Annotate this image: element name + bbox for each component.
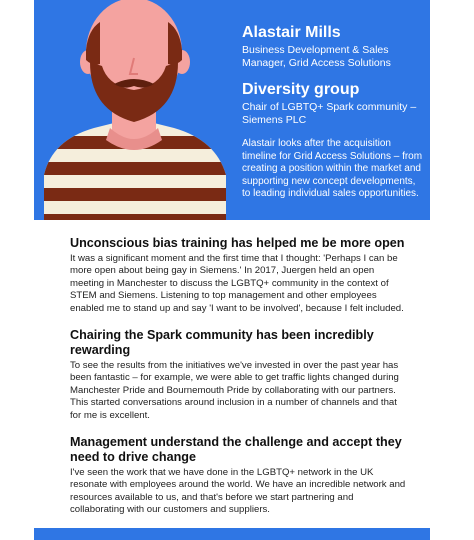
section-spark-community xyxy=(70,328,410,422)
profile-role: Business Development & Sales Manager, Grid Access Solutions xyxy=(242,44,391,69)
footer-bar xyxy=(34,528,430,540)
section-management xyxy=(70,435,410,517)
section-unconscious-bias xyxy=(70,236,410,315)
section-title: Chairing the Spark community has been incredibly rewarding xyxy=(70,328,374,358)
profile-bio: Alastair looks after the acquisition timeline for Grid Access Solutions – from creating a position within the market and supporting new concept developments, to leading individual sales opportunities. xyxy=(242,138,423,199)
diversity-group-title: Diversity group xyxy=(242,81,360,98)
article-content xyxy=(70,236,410,530)
section-title: Unconscious bias training has helped me be more open xyxy=(70,236,405,250)
portrait-illustration xyxy=(34,0,234,220)
profile-text xyxy=(242,24,424,201)
section-body: I've seen the work that we have done in the LGBTQ+ network in the UK resonate with employees around the world. We have an incredible network and resources available to us, and that's before we start partnering and collaborating with our customers and suppliers. xyxy=(70,467,406,516)
profile-name: Alastair Mills xyxy=(242,24,341,41)
diversity-group-role: Chair of LGBTQ+ Spark community – Siemens PLC xyxy=(242,101,417,126)
section-title: Management understand the challenge and accept they need to drive change xyxy=(70,435,402,465)
section-body: It was a significant moment and the first time that I thought: 'Perhaps I can be more open about being gay in Siemens.' In 2017, Juergen held an open meeting in Manchester to discuss the LGBTQ+ community in the context of STEM and Siemens. Listening to top management and other employees enabled me to stand up and say 'I want to be involved', because I felt included. xyxy=(70,253,404,314)
section-body: To see the results from the initiatives we've invested in over the past year has been fantastic – for example, we were able to get traffic lights changed during Manchester Pride and Bournemouth Pride by collaborating with our partners. This started conversations around inclusion in a number of channels and that for me is excellent. xyxy=(70,360,399,421)
profile-banner xyxy=(34,0,430,220)
